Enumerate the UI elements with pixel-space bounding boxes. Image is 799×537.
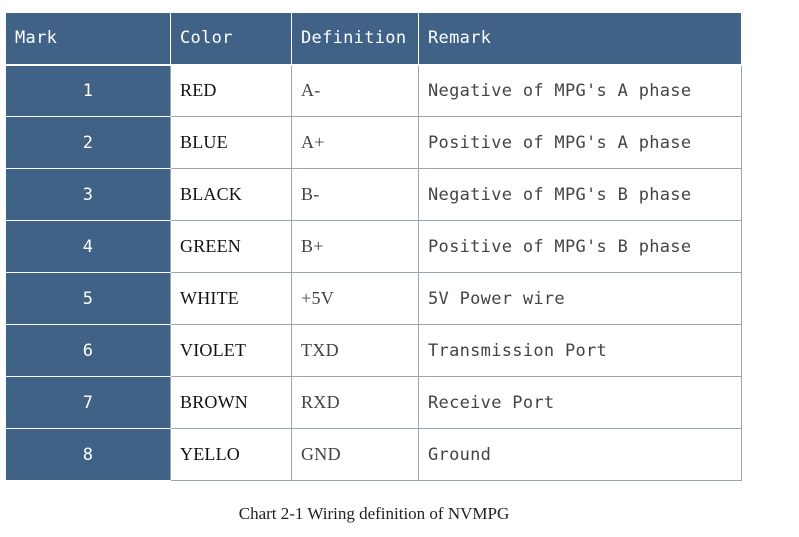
cell-color: YELLO — [171, 429, 292, 481]
cell-definition: +5V — [292, 273, 419, 325]
wiring-definition-table — [5, 12, 742, 481]
header-definition: Definition — [292, 13, 419, 65]
table-row — [6, 273, 742, 325]
cell-mark: 6 — [6, 325, 171, 377]
table-row — [6, 221, 742, 273]
cell-mark: 7 — [6, 377, 171, 429]
cell-remark: 5V Power wire — [419, 273, 742, 325]
cell-remark: Negative of MPG's A phase — [419, 65, 742, 117]
cell-color: BROWN — [171, 377, 292, 429]
cell-definition: B+ — [292, 221, 419, 273]
cell-mark: 3 — [6, 169, 171, 221]
cell-definition: A- — [292, 65, 419, 117]
table-row — [6, 325, 742, 377]
cell-definition: B- — [292, 169, 419, 221]
table-row — [6, 429, 742, 481]
table-row — [6, 169, 742, 221]
cell-definition: RXD — [292, 377, 419, 429]
header-remark: Remark — [419, 13, 742, 65]
cell-remark: Positive of MPG's B phase — [419, 221, 742, 273]
cell-mark: 1 — [6, 65, 171, 117]
cell-remark: Negative of MPG's B phase — [419, 169, 742, 221]
table-header-row — [6, 13, 742, 65]
cell-color: BLACK — [171, 169, 292, 221]
cell-color: RED — [171, 65, 292, 117]
cell-definition: TXD — [292, 325, 419, 377]
cell-color: VIOLET — [171, 325, 292, 377]
cell-remark: Ground — [419, 429, 742, 481]
cell-color: GREEN — [171, 221, 292, 273]
cell-color: BLUE — [171, 117, 292, 169]
cell-mark: 4 — [6, 221, 171, 273]
cell-color: WHITE — [171, 273, 292, 325]
cell-mark: 8 — [6, 429, 171, 481]
cell-remark: Transmission Port — [419, 325, 742, 377]
header-color: Color — [171, 13, 292, 65]
table-caption: Chart 2-1 Wiring definition of NVMPG — [238, 504, 510, 523]
cell-definition: A+ — [292, 117, 419, 169]
table-row — [6, 377, 742, 429]
cell-mark: 2 — [6, 117, 171, 169]
cell-definition: GND — [292, 429, 419, 481]
cell-remark: Positive of MPG's A phase — [419, 117, 742, 169]
cell-mark: 5 — [6, 273, 171, 325]
header-mark: Mark — [6, 13, 171, 65]
table-row — [6, 117, 742, 169]
cell-remark: Receive Port — [419, 377, 742, 429]
table-row — [6, 65, 742, 117]
